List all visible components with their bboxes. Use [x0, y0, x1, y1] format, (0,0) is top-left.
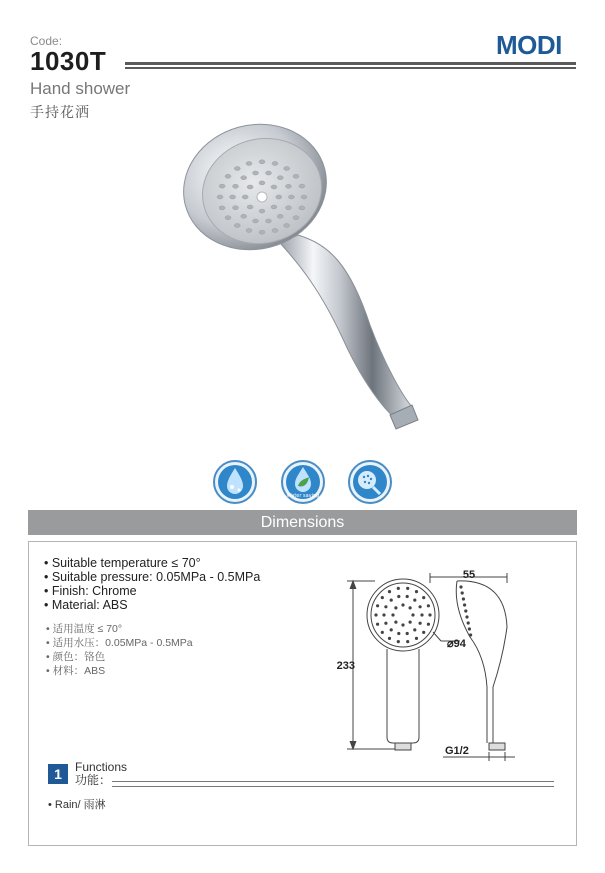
- nozzle: [293, 216, 299, 220]
- drawing-nozzle: [413, 628, 416, 631]
- shower-spray-icon: [347, 459, 393, 505]
- spec-pressure-cn: • 适用水压：0.05MPa - 0.5MPa: [46, 637, 193, 649]
- product-name-cn: 手持花洒: [30, 104, 90, 120]
- nozzle: [276, 195, 282, 199]
- drawing-nozzle: [419, 605, 422, 608]
- nozzle: [241, 214, 247, 218]
- spec-temperature: • Suitable temperature ≤ 70°: [44, 556, 201, 570]
- drawing-nozzle: [397, 632, 400, 635]
- functions-title-cn: 功能：: [75, 773, 112, 787]
- drawing-nozzle: [406, 632, 409, 635]
- drawing-nozzle: [415, 590, 418, 593]
- nozzle: [277, 214, 283, 218]
- nozzle: [242, 195, 248, 199]
- drawing-nozzle: [388, 637, 391, 640]
- drawing-nozzle: [415, 637, 418, 640]
- drawing-nozzle: [427, 604, 430, 607]
- nozzle: [286, 206, 292, 210]
- drawing-side-nozzle: [468, 627, 471, 630]
- nozzle: [259, 230, 265, 234]
- nozzle: [253, 171, 259, 175]
- drawing-nozzle: [390, 599, 393, 602]
- drawing-nozzle: [406, 587, 409, 590]
- nozzle: [266, 171, 272, 175]
- drawing-nozzle: [420, 613, 423, 616]
- nozzle: [272, 229, 278, 233]
- nozzle: [219, 206, 225, 210]
- drawing-nozzle: [401, 603, 404, 606]
- drawing-side-nozzle: [459, 585, 462, 588]
- nozzle: [277, 176, 283, 180]
- nozzle: [272, 162, 278, 166]
- drawing-nozzle: [384, 605, 387, 608]
- drawing-nozzle: [411, 613, 414, 616]
- spec-material-cn: • 材料：ABS: [46, 665, 106, 677]
- nozzle: [284, 167, 290, 171]
- nozzle: [259, 209, 265, 213]
- drawing-side-nozzle: [464, 609, 467, 612]
- drawing-nozzle: [422, 631, 425, 634]
- drawing-nozzle: [374, 613, 377, 616]
- nozzle: [246, 229, 252, 233]
- water-saving-text: Water saving: [286, 493, 320, 499]
- drawing-side-nozzle: [467, 621, 470, 624]
- nozzle: [293, 174, 299, 178]
- spec-material: • Material: ABS: [44, 598, 128, 612]
- title-rule-top: [125, 62, 576, 65]
- drawing-nozzle: [394, 621, 397, 624]
- spec-finish: • Finish: Chrome: [44, 584, 137, 598]
- drawing-nozzle: [376, 604, 379, 607]
- nozzle: [234, 224, 240, 228]
- nozzle: [247, 185, 253, 189]
- temperature-droplet-icon: [212, 459, 258, 505]
- drawing-nozzle: [422, 596, 425, 599]
- nozzle: [271, 185, 277, 189]
- spec-pressure: • Suitable pressure: 0.05MPa - 0.5MPa: [44, 570, 261, 584]
- nozzle: [225, 174, 231, 178]
- nozzle: [246, 162, 252, 166]
- drawing-side-nozzle: [461, 591, 464, 594]
- drawing-nozzle: [419, 622, 422, 625]
- drawing-side-nozzle: [465, 615, 468, 618]
- nozzle: [241, 176, 247, 180]
- nozzle: [259, 160, 265, 164]
- spec-finish-cn: • 颜色：铬色: [46, 651, 106, 663]
- nozzle: [271, 205, 277, 209]
- functions-number-badge: 1: [48, 764, 68, 784]
- drawing-nozzle: [388, 590, 391, 593]
- brand-logo: MODI: [496, 30, 562, 60]
- function-item-rain: • Rain/ 雨淋: [48, 799, 106, 811]
- nozzle: [225, 216, 231, 220]
- drawing-nozzle: [401, 623, 404, 626]
- drawing-nozzle: [428, 613, 431, 616]
- nozzle: [230, 195, 236, 199]
- drawing-nozzle: [391, 613, 394, 616]
- drawing-nozzle: [409, 606, 412, 609]
- dimensions-title: Dimensions: [260, 514, 345, 531]
- nozzle: [259, 181, 265, 185]
- nozzle: [266, 219, 272, 223]
- drawing-nozzle: [390, 628, 393, 631]
- drawing-nozzle: [406, 640, 409, 643]
- drawing-nozzle: [409, 621, 412, 624]
- drawing-side-nozzle: [469, 633, 472, 636]
- title-rule-bottom: [125, 67, 576, 69]
- thread-dimension-label: G1/2: [445, 745, 469, 757]
- drawing-nozzle: [381, 631, 384, 634]
- diameter-dimension-label: ⌀94: [447, 638, 466, 650]
- drawing-side-nozzle: [462, 597, 465, 600]
- product-name-en: Hand shower: [30, 79, 131, 98]
- nozzle: [299, 206, 305, 210]
- nozzle: [233, 184, 239, 188]
- drawing-nozzle: [394, 606, 397, 609]
- functions-title-en: Functions: [75, 760, 128, 774]
- nozzle: [299, 184, 305, 188]
- dimensions-banner: [28, 510, 577, 535]
- drawing-nozzle: [397, 587, 400, 590]
- nozzle: [288, 195, 294, 199]
- product-code: 1030T: [30, 46, 107, 76]
- drawing-nozzle: [413, 599, 416, 602]
- nozzle: [217, 195, 223, 199]
- height-dimension-label: 233: [336, 660, 355, 672]
- drawing-nozzle: [427, 623, 430, 626]
- functions-rule: [112, 781, 554, 787]
- nozzle: [247, 205, 253, 209]
- drawing-nozzle: [384, 622, 387, 625]
- drawing-nozzle: [376, 623, 379, 626]
- drawing-nozzle: [406, 595, 409, 598]
- product-photo: [180, 115, 430, 445]
- drawing-side-nozzle: [463, 603, 466, 606]
- drawing-nozzle: [397, 595, 400, 598]
- dimension-drawing: [335, 567, 550, 762]
- nozzle: [233, 206, 239, 210]
- spec-temperature-cn: • 适用温度 ≤ 70°: [46, 623, 123, 635]
- nozzle: [301, 195, 307, 199]
- drawing-nozzle: [382, 613, 385, 616]
- depth-dimension-label: 55: [462, 569, 476, 581]
- water-saving-leaf-icon: [280, 459, 326, 505]
- drawing-nozzle: [397, 640, 400, 643]
- nozzle: [284, 224, 290, 228]
- code-label: Code:: [30, 34, 63, 48]
- nozzle: [234, 167, 240, 171]
- nozzle: [286, 184, 292, 188]
- nozzle: [219, 184, 225, 188]
- drawing-nozzle: [381, 596, 384, 599]
- nozzle: [253, 219, 259, 223]
